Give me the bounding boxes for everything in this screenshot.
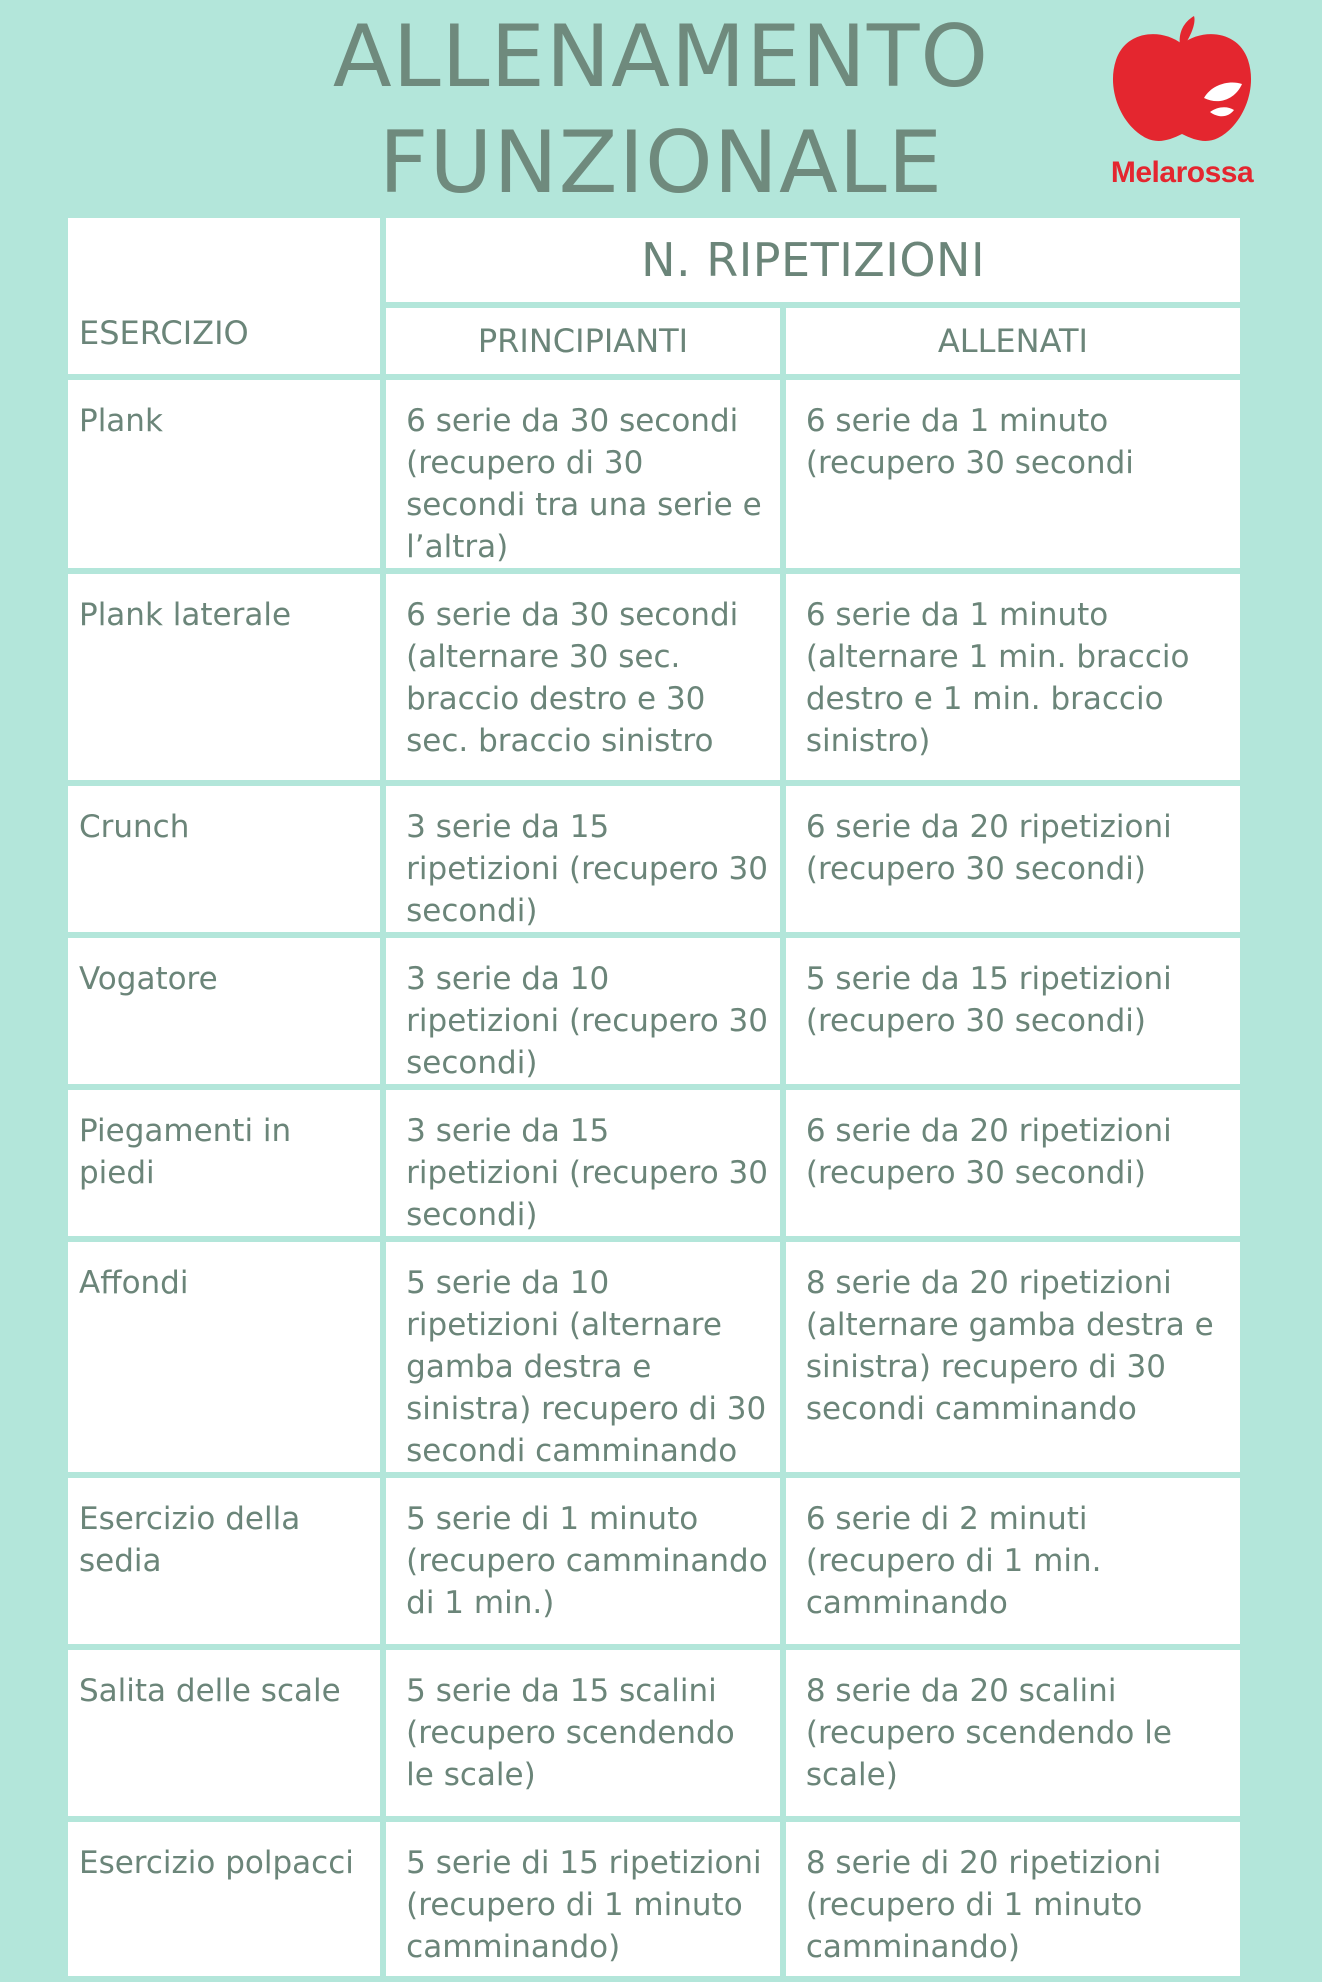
column-header-trained: ALLENATI	[786, 308, 1240, 374]
group-header-repetitions: N. RIPETIZIONI	[386, 218, 1240, 302]
workout-table	[68, 218, 1240, 1976]
table-row	[68, 1242, 1240, 1472]
beginners-cell: 6 serie da 30 secondi (alternare 30 sec. braccio destro e 30 sec. braccio sinistro	[386, 574, 780, 780]
beginners-cell: 3 serie da 15 ripetizioni (recupero 30 secondi)	[386, 1090, 780, 1236]
trained-cell: 6 serie da 20 ripetizioni (recupero 30 secondi)	[786, 786, 1240, 932]
beginners-cell: 5 serie di 15 ripetizioni (recupero di 1 minuto camminando)	[386, 1822, 780, 1976]
exercise-cell: Salita delle scale	[68, 1650, 380, 1816]
table-row	[68, 1650, 1240, 1816]
column-header-exercise: ESERCIZIO	[68, 218, 380, 374]
beginners-cell: 6 serie da 30 secondi (recupero di 30 secondi tra una serie e l’altra)	[386, 380, 780, 568]
table-header-row-1	[68, 218, 1240, 302]
exercise-cell: Plank laterale	[68, 574, 380, 780]
exercise-cell: Plank	[68, 380, 380, 568]
apple-icon	[1092, 14, 1272, 154]
beginners-cell: 3 serie da 15 ripetizioni (recupero 30 secondi)	[386, 786, 780, 932]
exercise-cell: Crunch	[68, 786, 380, 932]
table-row	[68, 1090, 1240, 1236]
brand-name: Melarossa	[1110, 156, 1254, 189]
trained-cell: 6 serie da 1 minuto (alternare 1 min. braccio destro e 1 min. braccio sinistro)	[786, 574, 1240, 780]
beginners-cell: 5 serie da 15 scalini (recupero scendendo le scale)	[386, 1650, 780, 1816]
table-row	[68, 1822, 1240, 1976]
column-header-beginners: PRINCIPIANTI	[386, 308, 780, 374]
exercise-cell: Esercizio polpacci	[68, 1822, 380, 1976]
trained-cell: 6 serie di 2 minuti (recupero di 1 min. camminando	[786, 1478, 1240, 1644]
table-row	[68, 380, 1240, 568]
table-row	[68, 938, 1240, 1084]
beginners-cell: 5 serie di 1 minuto (recupero camminando di 1 min.)	[386, 1478, 780, 1644]
table-row	[68, 786, 1240, 932]
exercise-cell: Esercizio della sedia	[68, 1478, 380, 1644]
exercise-cell: Piegamenti in piedi	[68, 1090, 380, 1236]
table-row	[68, 1478, 1240, 1644]
table-row	[68, 574, 1240, 780]
trained-cell: 6 serie da 20 ripetizioni (recupero 30 secondi)	[786, 1090, 1240, 1236]
trained-cell: 8 serie di 20 ripetizioni (recupero di 1 minuto camminando)	[786, 1822, 1240, 1976]
exercise-cell: Vogatore	[68, 938, 380, 1084]
trained-cell: 6 serie da 1 minuto (recupero 30 secondi	[786, 380, 1240, 568]
beginners-cell: 3 serie da 10 ripetizioni (recupero 30 secondi)	[386, 938, 780, 1084]
beginners-cell: 5 serie da 10 ripetizioni (alternare gamba destra e sinistra) recupero di 30 secondi camminando	[386, 1242, 780, 1472]
trained-cell: 5 serie da 15 ripetizioni (recupero 30 secondi)	[786, 938, 1240, 1084]
exercise-cell: Affondi	[68, 1242, 380, 1472]
title-line-2: FUNZIONALE	[378, 113, 944, 213]
trained-cell: 8 serie da 20 scalini (recupero scendendo le scale)	[786, 1650, 1240, 1816]
title-line-1: ALLENAMENTO	[332, 7, 990, 107]
trained-cell: 8 serie da 20 ripetizioni (alternare gamba destra e sinistra) recupero di 30 secondi camminando	[786, 1242, 1240, 1472]
brand-logo	[1092, 14, 1272, 204]
